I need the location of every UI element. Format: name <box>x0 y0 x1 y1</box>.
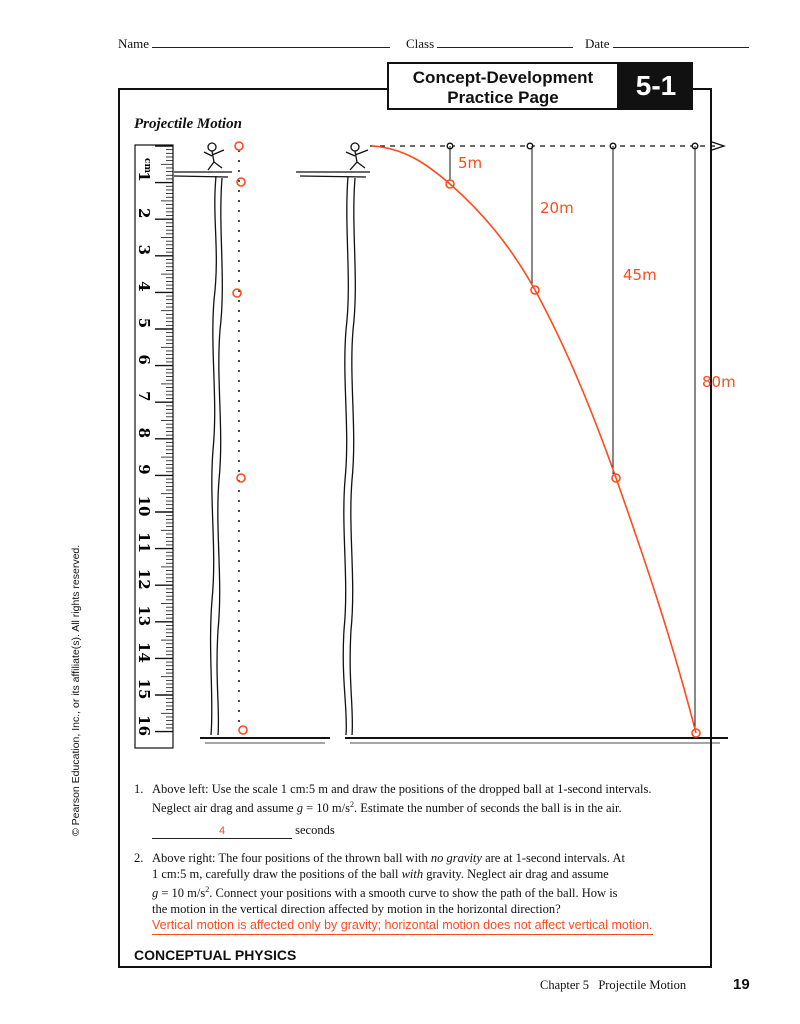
ruler-number: 11 <box>135 532 153 554</box>
right-cliff-face-outer <box>343 176 348 735</box>
question-2-line3: g = 10 $m/s^2$. Connect your positions with a smooth curve to show the path of the ball. How is <box>152 885 618 901</box>
right-person-figure <box>346 143 368 170</box>
ruler-number: 4 <box>135 281 153 292</box>
question-2-answer[interactable]: Vertical motion is affected only by gravity; horizontal motion does not affect vertical motion. <box>152 917 653 935</box>
title-line1: Concept-Development <box>412 68 594 87</box>
page-number-badge: 5-1 <box>619 62 693 110</box>
question-1-line2: Neglect air drag and assume g = 10 $m/s^2$. Estimate the number of seconds the ball is in the air. <box>152 800 622 816</box>
left-cliff-top <box>174 172 232 177</box>
dropped-ball-2s <box>233 289 241 297</box>
question-1-line1: Above left: Use the scale 1 cm:5 m and draw the positions of the dropped ball at 1-second intervals. <box>152 782 652 796</box>
ruler <box>135 145 173 748</box>
left-cliff <box>174 172 330 743</box>
question-1 <box>134 781 704 839</box>
question-2-line1: Above right: The four positions of the thrown ball with no gravity are at 1-second intervals. At <box>152 851 625 865</box>
trajectory-curve <box>372 146 696 733</box>
book-title: CONCEPTUAL PHYSICS <box>134 947 297 963</box>
dropped-ball-positions <box>233 142 247 734</box>
question-1-number: 1. <box>134 782 144 796</box>
date-label: Date <box>585 36 610 51</box>
name-label: Name <box>118 36 150 51</box>
question-2-number: 2. <box>134 851 144 865</box>
ruler-number: 12 <box>135 568 153 590</box>
dropped-ball-4s <box>239 726 247 734</box>
ruler-number: 13 <box>135 605 153 627</box>
left-cliff-face-outer <box>211 176 217 735</box>
dropped-ball-1s <box>237 178 245 186</box>
right-cliff <box>296 172 728 743</box>
distance-label-5m: 5m <box>458 154 483 172</box>
distance-label-80m: 80m <box>702 373 736 391</box>
dropped-ball-3s <box>237 474 245 482</box>
ruler-number: 16 <box>135 715 153 737</box>
title-line2: Practice Page <box>447 88 559 107</box>
class-label: Class <box>406 36 435 51</box>
ruler-number: 2 <box>135 207 153 219</box>
question-2-line2: 1 cm:5 m, carefully draw the positions of the ball with gravity. Neglect air drag and assume <box>152 867 609 881</box>
ruler-number: 1 <box>135 171 153 182</box>
thrown-ball-positions <box>446 180 700 737</box>
question-2 <box>134 850 704 935</box>
question-1-answer-suffix: seconds <box>295 823 335 838</box>
distance-label-45m: 45m <box>623 266 657 284</box>
chapter-label: Chapter 5 Projectile Motion <box>540 978 687 992</box>
ruler-number: 6 <box>135 354 153 365</box>
left-cliff-face-inner <box>217 178 222 735</box>
question-1-answer-row <box>152 822 704 839</box>
section-title: Projectile Motion <box>134 116 242 132</box>
question-2-line4: the motion in the vertical direction affected by motion in the horizontal direction? <box>152 902 561 917</box>
page-number: 19 <box>733 976 750 993</box>
ruler-number: 8 <box>135 427 153 439</box>
ruler-number: 5 <box>135 317 153 329</box>
dropped-ball-0s <box>235 142 243 150</box>
left-person-figure <box>204 143 224 170</box>
copyright-notice: © Pearson Education, Inc., or its affiliate(s). All rights reserved. <box>70 544 82 836</box>
ruler-number: 14 <box>135 641 153 663</box>
ruler-number: 7 <box>135 390 153 402</box>
ruler-number: 3 <box>135 244 153 256</box>
question-1-answer-field[interactable]: 4 <box>152 824 292 839</box>
right-cliff-face-inner <box>350 178 355 735</box>
drop-lines <box>450 146 695 730</box>
ruler-number: 10 <box>135 495 153 517</box>
ruler-unit-label: cm <box>142 158 152 174</box>
ruler-number: 9 <box>135 464 153 475</box>
right-cliff-top <box>296 172 370 177</box>
ruler-number: 15 <box>135 678 153 700</box>
distance-label-20m: 20m <box>540 199 574 217</box>
